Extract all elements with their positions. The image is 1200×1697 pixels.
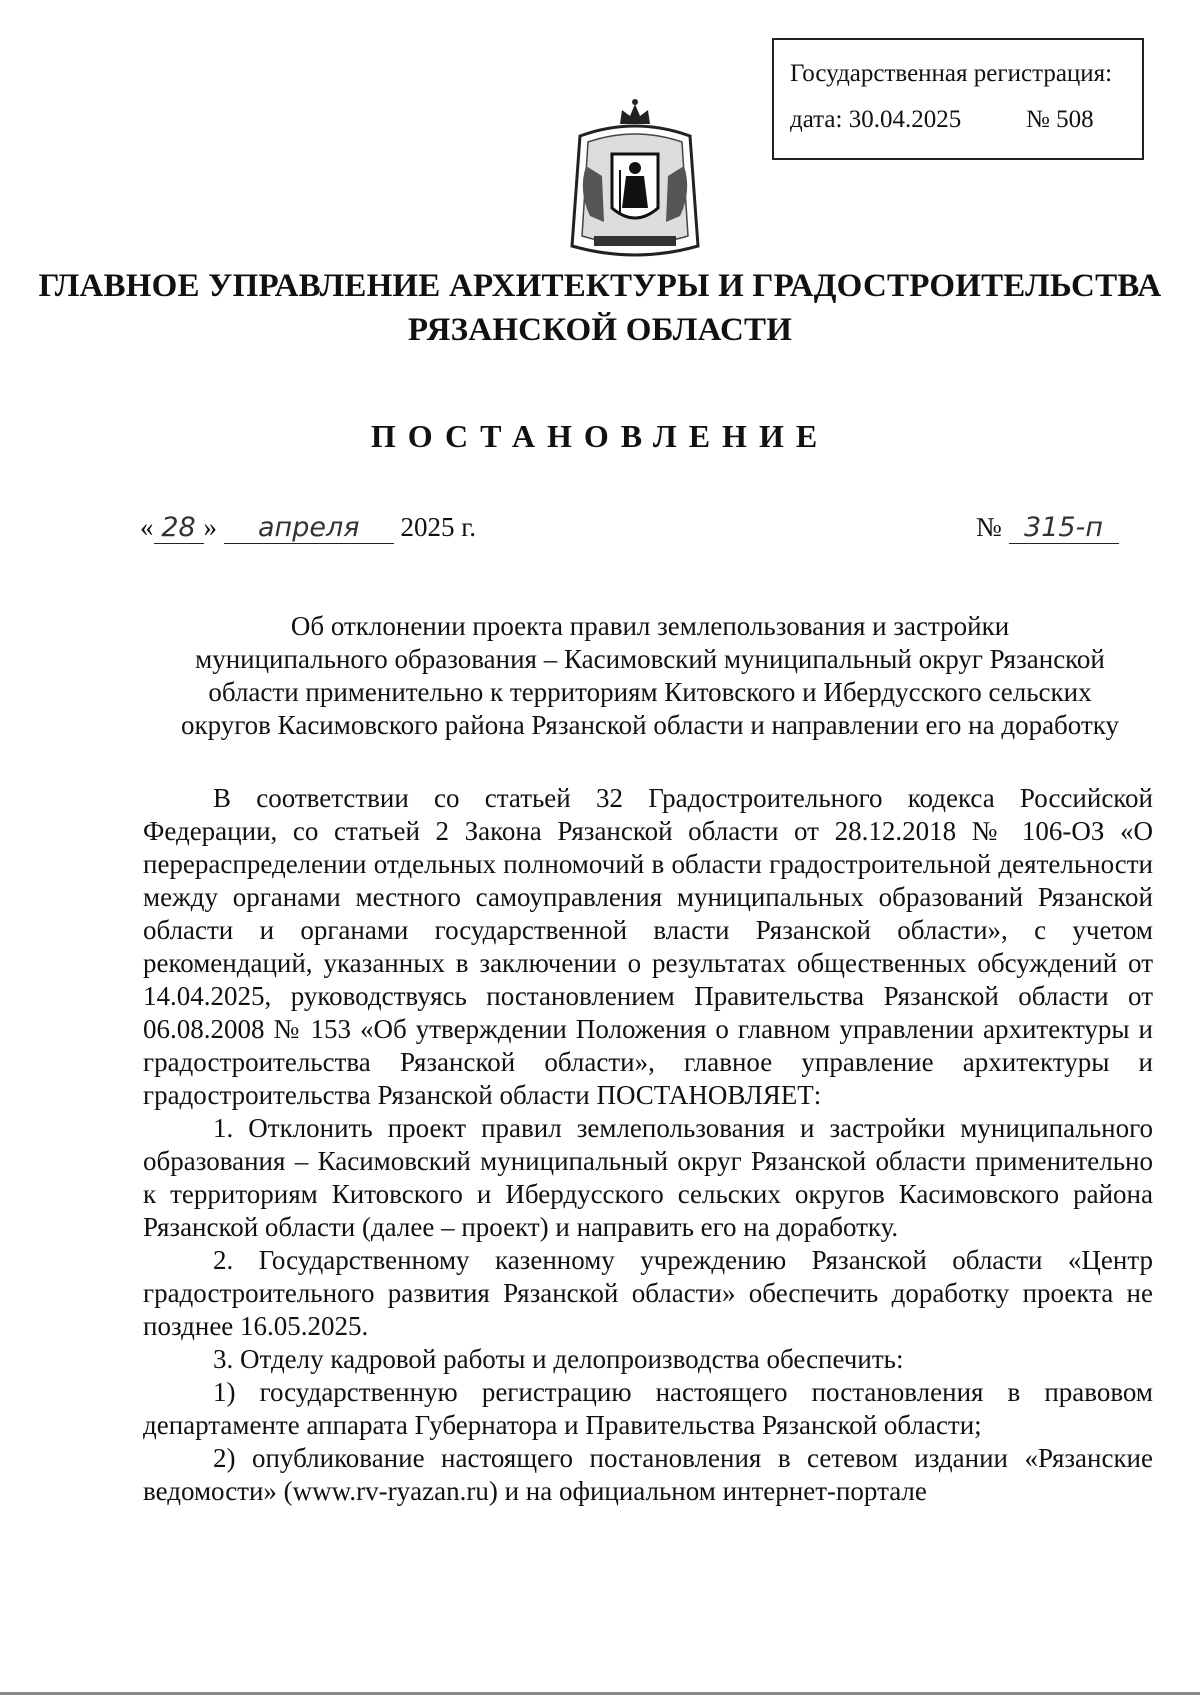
handwritten-month: апреля	[224, 512, 394, 544]
subject-line: муниципального образования – Касимовский муниципальный округ Рязанской	[195, 644, 1105, 674]
date-open-quote: «	[140, 512, 154, 542]
item-3-2: 2) опубликование настоящего постановления в сетевом издании «Рязанские ведомости» (www.rv-ryazan.ru) и на официальном интернет-портале	[143, 1443, 1153, 1506]
handwritten-day: 28	[154, 512, 204, 544]
document-number	[976, 512, 1119, 544]
document-type-title: ПОСТАНОВЛЕНИЕ	[370, 418, 830, 454]
item-3: 3. Отделу кадровой работы и делопроизводства обеспечить:	[213, 1344, 904, 1374]
date-close-quote: »	[203, 512, 217, 542]
document-date	[140, 512, 476, 544]
item-1: 1. Отклонить проект правил землепользования и застройки муниципального образования – Касимовский муниципальный округ Рязанской области применительно к территориям Китовского и Ибердусского сельских округов Касимовского района Рязанской области (далее – проект) и направить его на доработку.	[143, 1113, 1153, 1242]
page-bottom-edge	[0, 1692, 1200, 1695]
item-2: 2. Государственному казенному учреждению Рязанской области «Центр градостроительного развития Рязанской области» обеспечить доработку проекта не позднее 16.05.2025.	[143, 1245, 1153, 1341]
subject-line: Об отклонении проекта правил землепользования и застройки	[290, 611, 1010, 641]
handwritten-number: 315-п	[1009, 512, 1119, 544]
preamble-paragraph: В соответствии со статьей 32 Градостроительного кодекса Российской Федерации, со статьей 2 Закона Рязанской области от 28.12.2018 № 106-ОЗ «О перераспределении отдельных полномочий в области градостроительной деятельности между органами местного самоуправления муниципальных образований Рязанской области и органами государственной власти Рязанской области», с учетом рекомендаций, указанных в заключении о результатах общественных обсуждений от 14.04.2025, руководствуясь постановлением Правительства Рязанской области от 06.08.2008 № 153 «Об утверждении Положения о главном управлении архитектуры и градостроительства Рязанской области», главное управление архитектуры и градостроительства Рязанской области ПОСТАНОВЛЯЕТ:	[143, 783, 1153, 1110]
subject-line: округов Касимовского района Рязанской области и направлении его на доработку	[181, 710, 1119, 740]
subject-line: области применительно к территориям Китовского и Ибердусского сельских	[208, 677, 1092, 707]
organization-name-line1: ГЛАВНОЕ УПРАВЛЕНИЕ АРХИТЕКТУРЫ И ГРАДОСТРОИТЕЛЬСТВА	[38, 268, 1162, 304]
registration-number: № 508	[1026, 106, 1094, 133]
registration-stamp	[772, 38, 1144, 160]
number-label: №	[976, 512, 1002, 542]
registration-date: дата: 30.04.2025	[790, 106, 962, 133]
item-3-1: 1) государственную регистрацию настоящего постановления в правовом департаменте аппарата Губернатора и Правительства Рязанской области;	[143, 1377, 1153, 1440]
date-year: 2025 г.	[400, 512, 477, 542]
registration-title: Государственная регистрация:	[790, 60, 1113, 87]
document-body	[143, 782, 1153, 1508]
organization-name-line2: РЯЗАНСКОЙ ОБЛАСТИ	[407, 312, 793, 348]
coat-of-arms-icon	[560, 96, 710, 266]
document-subject	[140, 610, 1160, 742]
